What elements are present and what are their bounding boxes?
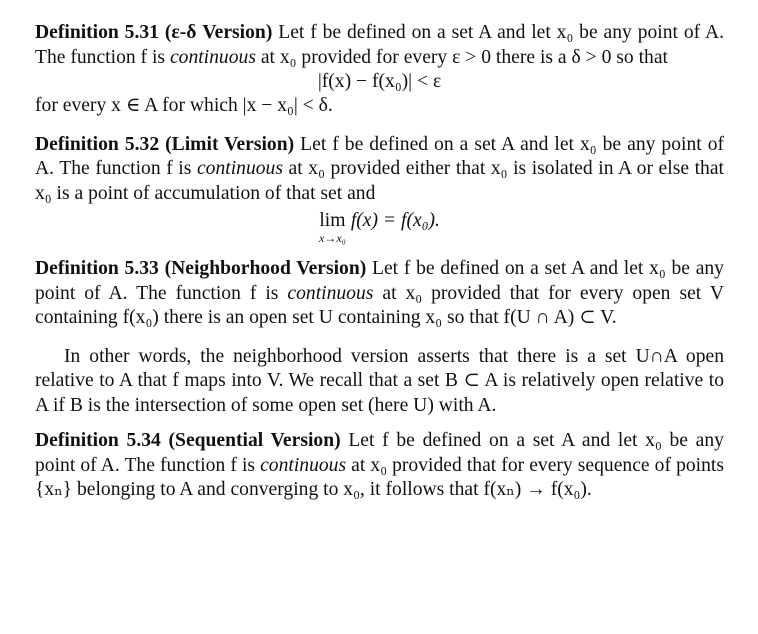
definition-label: (Neighborhood Version)	[164, 258, 367, 279]
definition-heading: Definition 5.33	[35, 258, 159, 279]
definition-text: Let f be defined on a set A and let x₀ be any point of A. The function f is	[35, 430, 724, 476]
definition-text: at x₀ provided that for every open set V containing f(x₀) there is an open set U containing x₀ so that f(U ∩ A) ⊂ V.	[35, 282, 724, 328]
definition-text: Let f be defined on a set A and let x₀ be any point of A. The function f is	[35, 258, 724, 304]
definition-text: at x₀ provided that for every sequence of points {xₙ} belonging to A and converging to x₀, it follows that f(xₙ) → f(x₀).	[35, 454, 724, 500]
emphasis-continuous: continuous	[260, 454, 347, 476]
definition-heading: Definition 5.34	[35, 430, 161, 451]
limit-subscript: x→x₀	[319, 230, 346, 245]
definition-heading: Definition 5.31	[35, 22, 159, 43]
definition-text: at x₀ provided either that x₀ is isolated in A or else that x₀ is a point of accumulation of that set and	[35, 158, 724, 204]
limit-word: lim	[319, 210, 346, 231]
definition-5-31	[35, 21, 724, 70]
definition-label: (Sequential Version)	[168, 430, 341, 451]
definition-heading: Definition 5.32	[35, 133, 160, 155]
definition-5-32	[35, 133, 724, 207]
remark-paragraph: In other words, the neighborhood version asserts that there is a set U∩A open relative to A that f maps into V. We recall that a set B ⊂ A is relatively open relative to A if B is the intersection of some open set (here U) with A.	[35, 345, 724, 416]
emphasis-continuous: continuous	[169, 46, 256, 68]
definition-label: (ε-δ Version)	[164, 22, 273, 43]
emphasis-continuous: continuous	[196, 158, 283, 179]
emphasis-continuous: continuous	[287, 282, 374, 304]
definition-text: Let f be defined on a set A and let x₀ be any point of A. The function f is	[35, 22, 724, 68]
definition-5-33	[35, 257, 724, 331]
definition-text: Let f be defined on a set A and let x₀ be any point of A. The function f is	[35, 133, 725, 179]
limit-expression: f(x) = f(x₀).	[350, 210, 440, 231]
definition-continuation: for every x ∈ A for which |x − x₀| < δ.	[35, 95, 333, 116]
definition-text: at x₀ provided for every ε > 0 there is a δ > 0 so that	[255, 46, 668, 68]
limit-equation	[35, 206, 724, 257]
definition-5-34	[35, 429, 724, 503]
definition-label: (Limit Version)	[165, 133, 295, 155]
limit-operator	[319, 209, 346, 244]
display-equation: |f(x) − f(x₀)| < ε	[317, 71, 442, 92]
